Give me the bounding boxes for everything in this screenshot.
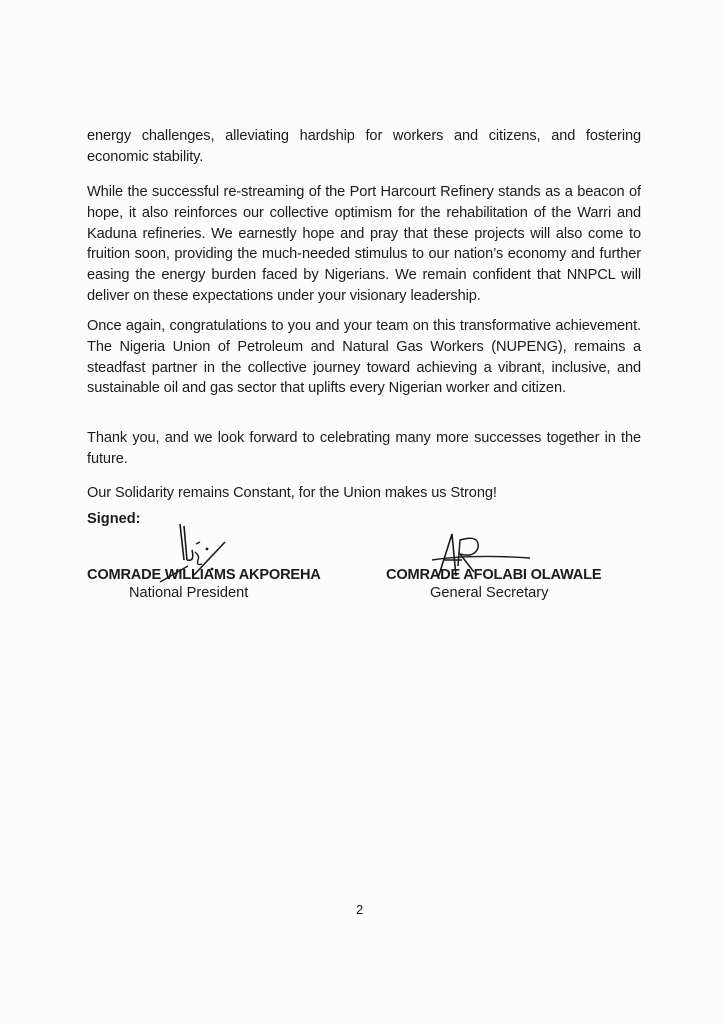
signatory-general-secretary xyxy=(386,567,601,601)
signed-label: Signed: xyxy=(87,511,141,527)
paragraph-refineries: While the successful re-streaming of the Port Harcourt Refinery stands as a beacon of hope, it also reinforces our collective optimism for the rehabilitation of the Warri and Kaduna refineries. We earnestly hope and pray that these projects will also come to fruition soon, providing the much-needed stimulus to our nation’s economy and further easing the energy burden faced by Nigerians. We remain confident that NNPCL will deliver on these expectations under your visionary leadership. xyxy=(87,184,641,304)
page-number: 2 xyxy=(356,902,364,917)
paragraph-congratulations: Once again, congratulations to you and your team on this transformative achievement. The Nigeria Union of Petroleum and Natural Gas Workers (NUPENG), remains a steadfast partner in the collective journey toward achieving a vibrant, inclusive, and sustainable oil and gas sector that uplifts every Nigerian worker and citizen. xyxy=(87,318,641,397)
signatory-title: General Secretary xyxy=(430,585,549,601)
paragraph-solidarity: Our Solidarity remains Constant, for the Union makes us Strong! xyxy=(87,485,497,501)
signatory-name: COMRADE WILLIAMS AKPOREHA xyxy=(87,567,321,583)
signatory-name: COMRADE AFOLABI OLAWALE xyxy=(386,567,602,583)
signatory-title: National President xyxy=(129,585,249,601)
paragraph-thank-you: Thank you, and we look forward to celebrating many more successes together in the future. xyxy=(87,430,641,467)
signatory-president xyxy=(87,567,321,601)
paragraph-closing-context: energy challenges, alleviating hardship for workers and citizens, and fostering economic stability. xyxy=(87,128,641,165)
